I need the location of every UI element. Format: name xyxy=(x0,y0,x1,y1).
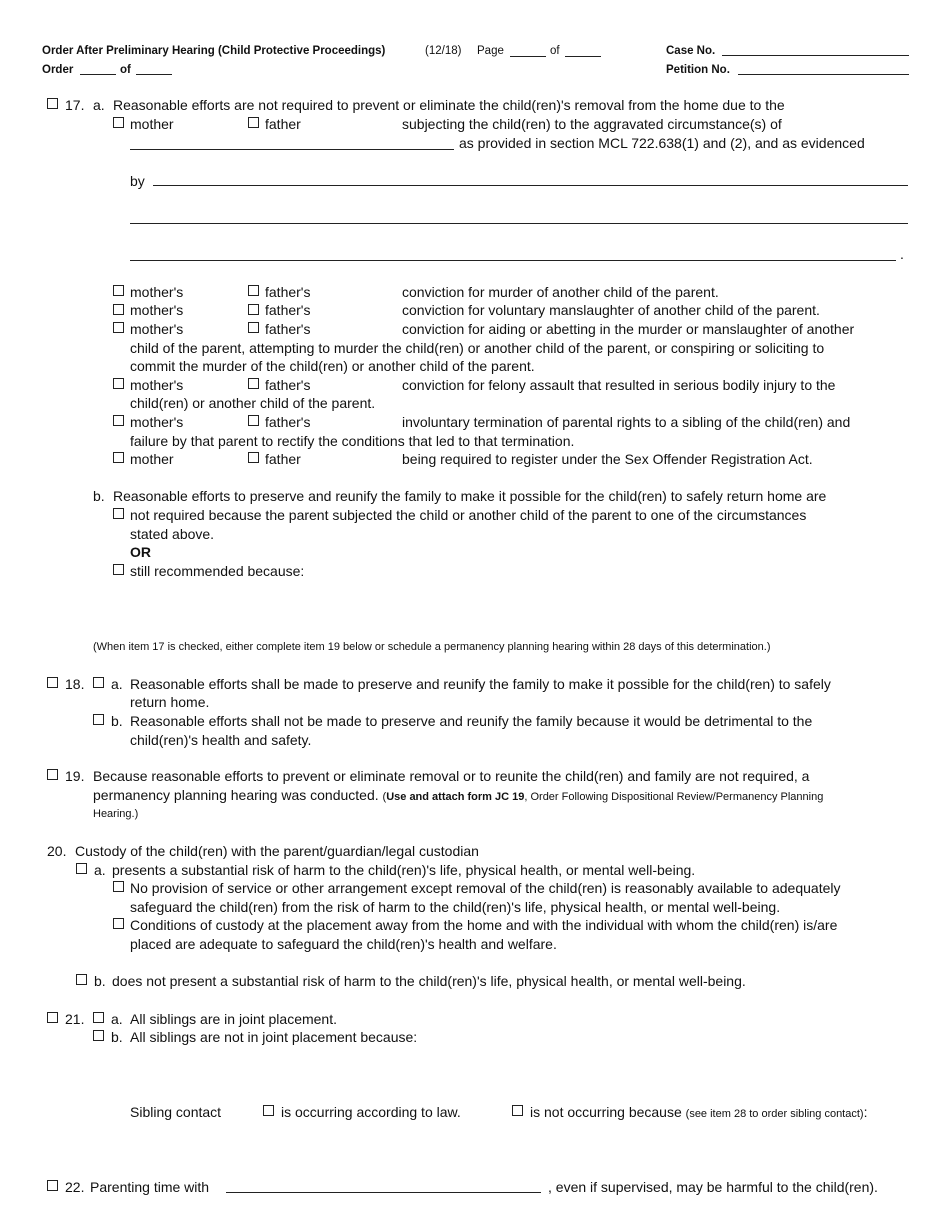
item-22-checkbox[interactable] xyxy=(47,1180,58,1191)
conv5-father-label: father's xyxy=(265,414,311,430)
conv6-father-checkbox[interactable] xyxy=(248,452,259,463)
conv4-father-label: father's xyxy=(265,377,311,393)
conv2-text: conviction for voluntary manslaughter of another child of the parent. xyxy=(402,302,820,318)
item-18b-text-l2: child(ren)'s health and safety. xyxy=(130,732,312,748)
item-17a-by: by xyxy=(130,173,145,189)
sibling-occurring-checkbox[interactable] xyxy=(263,1105,274,1116)
item-22-number: 22. xyxy=(65,1179,85,1195)
item-18-number: 18. xyxy=(65,676,85,692)
conv1-father-label: father's xyxy=(265,284,311,300)
order-total-field[interactable] xyxy=(136,74,172,75)
petition-no-label: Petition No. xyxy=(666,64,730,76)
item-17-checkbox[interactable] xyxy=(47,98,58,109)
item-19-text-l1: Because reasonable efforts to prevent or eliminate removal or to reunite the child(ren) and family are not required, a xyxy=(93,768,810,784)
conv5-mother-label: mother's xyxy=(130,414,184,430)
item-20a2-checkbox[interactable] xyxy=(113,918,124,929)
sibling-not-occurring-line xyxy=(530,1104,867,1123)
conv2-mother-label: mother's xyxy=(130,302,184,318)
item-18-checkbox[interactable] xyxy=(47,677,58,688)
conv4-father-checkbox[interactable] xyxy=(248,378,259,389)
item-17b-not-required-l2: stated above. xyxy=(130,526,215,542)
item-17a-letter: a. xyxy=(93,97,105,113)
sibling-contact-label: Sibling contact xyxy=(130,1104,222,1120)
petition-no-field[interactable] xyxy=(738,74,909,75)
sibling-occurring-label: is occurring according to law. xyxy=(281,1104,461,1120)
conv1-father-checkbox[interactable] xyxy=(248,285,259,296)
item-17b-or: OR xyxy=(130,544,151,560)
item-19-text-l2: permanency planning hearing was conducted. xyxy=(93,787,379,803)
page-label: Page xyxy=(477,45,504,57)
item-21a-letter: a. xyxy=(111,1011,123,1027)
evidence-field-3[interactable] xyxy=(130,260,896,261)
item-18a-text-l2: return home. xyxy=(130,694,210,710)
conv3-text-l3: commit the murder of the child(ren) or another child of the parent. xyxy=(130,358,535,374)
item-19-form-ref: Use and attach form JC 19 xyxy=(386,791,525,803)
item-19-form-name: , Order Following Dispositional Review/Permanency Planning xyxy=(524,791,824,803)
conv2-father-checkbox[interactable] xyxy=(248,304,259,315)
sibling-not-occurring-checkbox[interactable] xyxy=(512,1105,523,1116)
order-number-field[interactable] xyxy=(80,74,116,75)
item-19-checkbox[interactable] xyxy=(47,769,58,780)
item-17-number: 17. xyxy=(65,97,85,113)
item-17-note: (When item 17 is checked, either complete item 19 below or schedule a permanency planning hearing within 28 days of this determination.) xyxy=(93,641,771,653)
item-17b-recommended-checkbox[interactable] xyxy=(113,564,124,575)
item-20a-text: presents a substantial risk of harm to the child(ren)'s life, physical health, or mental well-being. xyxy=(112,862,696,878)
evidence-period: . xyxy=(900,246,904,262)
case-no-field[interactable] xyxy=(722,55,909,56)
conv6-text: being required to register under the Sex Offender Registration Act. xyxy=(402,451,813,467)
item-21b-letter: b. xyxy=(111,1029,123,1045)
conv3-text-l1: conviction for aiding or abetting in the murder or manslaughter of another xyxy=(402,321,855,337)
conv6-mother-checkbox[interactable] xyxy=(113,452,124,463)
page-number-field[interactable] xyxy=(510,56,546,57)
order-label: Order xyxy=(42,64,74,76)
item-20a1-checkbox[interactable] xyxy=(113,881,124,892)
item-17a-father-checkbox[interactable] xyxy=(248,117,259,128)
conv3-father-label: father's xyxy=(265,321,311,337)
sibling-not-occurring-label: is not occurring because xyxy=(530,1104,682,1120)
item-17b-letter: b. xyxy=(93,488,105,504)
conv5-text-l2: failure by that parent to rectify the conditions that led to that termination. xyxy=(130,433,575,449)
conv4-text-l2: child(ren) or another child of the parent. xyxy=(130,395,376,411)
item-20-title: Custody of the child(ren) with the parent/guardian/legal custodian xyxy=(75,843,479,859)
item-17b-not-required-l1: not required because the parent subjected the child or another child of the parent to one of the circumstances xyxy=(130,507,807,523)
item-21b-text: All siblings are not in joint placement because: xyxy=(130,1029,418,1045)
conv4-text-l1: conviction for felony assault that resulted in serious bodily injury to the xyxy=(402,377,836,393)
item-18a-letter: a. xyxy=(111,676,123,692)
item-20b-letter: b. xyxy=(94,973,106,989)
conv4-mother-label: mother's xyxy=(130,377,184,393)
item-22-text-post: , even if supervised, may be harmful to the child(ren). xyxy=(548,1179,878,1195)
item-20a1-text-l2: safeguard the child(ren) from the risk of harm to the child(ren)'s life, physical health, or mental well-being. xyxy=(130,899,781,915)
item-19-text-l3: Hearing.) xyxy=(93,808,139,820)
item-17a-father-label: father xyxy=(265,116,301,132)
conv2-father-label: father's xyxy=(265,302,311,318)
conv6-father-label: father xyxy=(265,451,301,467)
item-21b-checkbox[interactable] xyxy=(93,1030,104,1041)
conv5-text-l1: involuntary termination of parental rights to a sibling of the child(ren) and xyxy=(402,414,851,430)
item-20a-checkbox[interactable] xyxy=(76,863,87,874)
sibling-see-item: (see item 28 to order sibling contact) xyxy=(685,1108,864,1120)
item-17a-mother-label: mother xyxy=(130,116,174,132)
item-17b-recommended-label: still recommended because: xyxy=(130,563,305,579)
item-21-checkbox[interactable] xyxy=(47,1012,58,1023)
item-17a-text: Reasonable efforts are not required to prevent or eliminate the child(ren)'s removal from the home due to the xyxy=(113,97,785,113)
conv3-text-l2: child of the parent, attempting to murder the child(ren) or another child of the parent, or conspiring or soliciting to xyxy=(130,340,825,356)
item-19-number: 19. xyxy=(65,768,85,784)
item-17a-provided: as provided in section MCL 722.638(1) and (2), and as evidenced xyxy=(459,135,865,151)
item-20b-checkbox[interactable] xyxy=(76,974,87,985)
item-21-number: 21. xyxy=(65,1011,85,1027)
item-21a-text: All siblings are in joint placement. xyxy=(130,1011,337,1027)
evidence-field-2[interactable] xyxy=(130,223,908,224)
item-17b-not-required-checkbox[interactable] xyxy=(113,508,124,519)
conv6-mother-label: mother xyxy=(130,451,174,467)
item-18a-text-l1: Reasonable efforts shall be made to preserve and reunify the family to make it possible for the child(ren) to safely xyxy=(130,676,831,692)
aggravated-circumstance-field[interactable] xyxy=(130,149,454,150)
item-18b-letter: b. xyxy=(111,713,123,729)
item-20-number: 20. xyxy=(47,843,67,859)
item-17a-mother-checkbox[interactable] xyxy=(113,117,124,128)
item-17a-subjecting: subjecting the child(ren) to the aggravated circumstance(s) of xyxy=(402,116,782,132)
conv5-mother-checkbox[interactable] xyxy=(113,415,124,426)
item-22-text-pre: Parenting time with xyxy=(90,1179,210,1195)
conv1-mother-label: mother's xyxy=(130,284,184,300)
conv4-mother-checkbox[interactable] xyxy=(113,378,124,389)
page-total-field[interactable] xyxy=(565,56,601,57)
sibling-colon: : xyxy=(863,1104,868,1120)
item-20a1-text-l1: No provision of service or other arrangement except removal of the child(ren) is reasonably available to adequately xyxy=(130,880,841,896)
order-of-label: of xyxy=(120,64,131,76)
conv3-mother-label: mother's xyxy=(130,321,184,337)
conv1-text: conviction for murder of another child of the parent. xyxy=(402,284,719,300)
item-18b-checkbox[interactable] xyxy=(93,714,104,725)
conv5-father-checkbox[interactable] xyxy=(248,415,259,426)
case-no-label: Case No. xyxy=(666,45,716,57)
item-20a2-text-l1: Conditions of custody at the placement away from the home and with the individual with whom the child(ren) is/are xyxy=(130,917,838,933)
item-20b-text: does not present a substantial risk of harm to the child(ren)'s life, physical health, or mental well-being. xyxy=(112,973,746,989)
parenting-time-person-field[interactable] xyxy=(226,1192,541,1193)
conv3-father-checkbox[interactable] xyxy=(248,322,259,333)
item-17b-text: Reasonable efforts to preserve and reunify the family to make it possible for the child(ren) to safely return home are xyxy=(113,488,827,504)
conv3-mother-checkbox[interactable] xyxy=(113,322,124,333)
item-18a-checkbox[interactable] xyxy=(93,677,104,688)
item-21a-checkbox[interactable] xyxy=(93,1012,104,1023)
item-19-line2 xyxy=(93,787,823,806)
item-18b-text-l1: Reasonable efforts shall not be made to preserve and reunify the family because it would be detrimental to the xyxy=(130,713,813,729)
page-of-label: of xyxy=(550,45,560,57)
evidence-field-1[interactable] xyxy=(153,185,908,186)
item-20a-letter: a. xyxy=(94,862,106,878)
form-title: Order After Preliminary Hearing (Child Protective Proceedings) xyxy=(42,45,386,57)
conv2-mother-checkbox[interactable] xyxy=(113,304,124,315)
item-20a2-text-l2: placed are adequate to safeguard the child(ren)'s health and welfare. xyxy=(130,936,557,952)
form-version: (12/18) xyxy=(425,45,462,57)
item-19-paren-open: ( xyxy=(382,791,387,803)
conv1-mother-checkbox[interactable] xyxy=(113,285,124,296)
